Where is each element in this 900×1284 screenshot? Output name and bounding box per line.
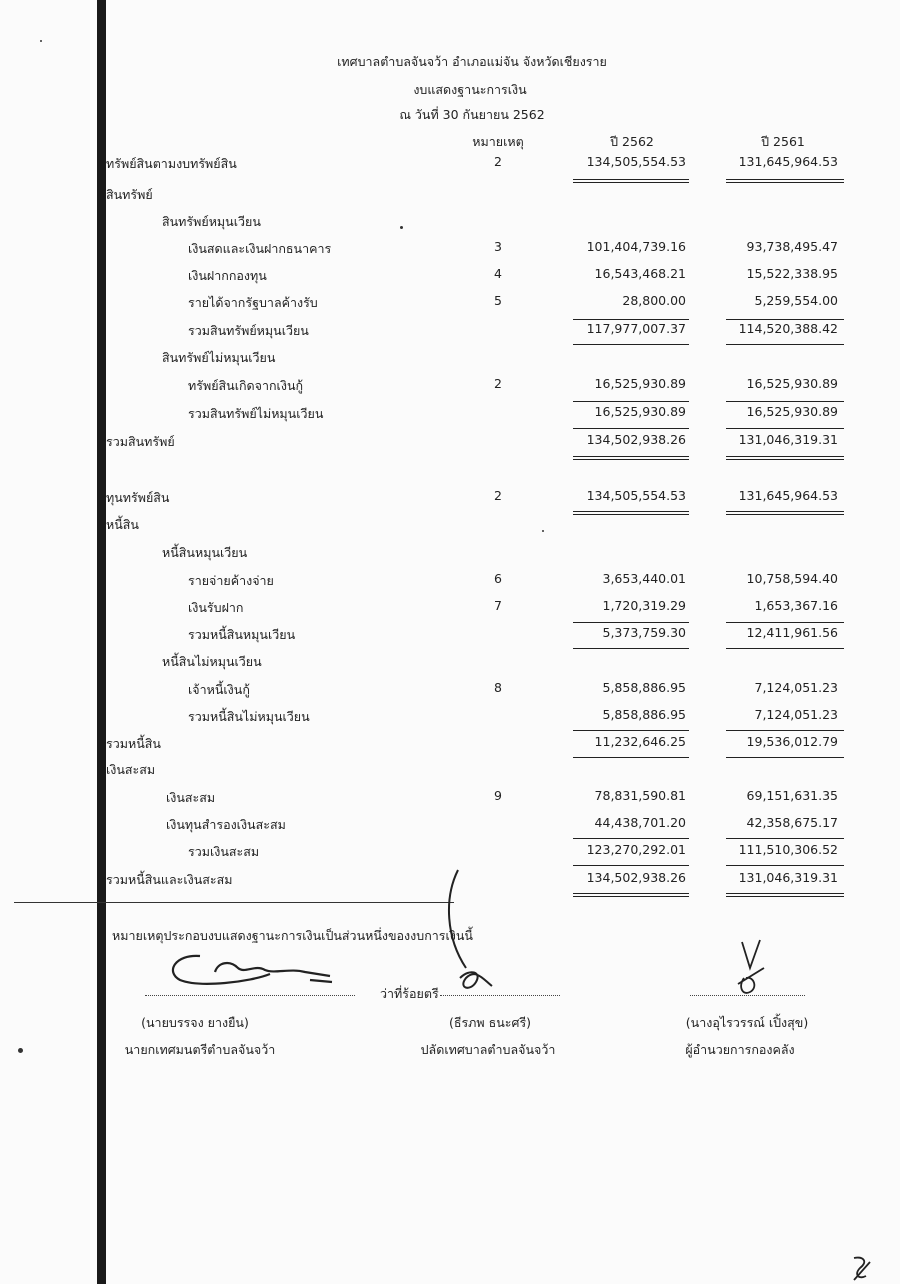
footer-note: หมายเหตุประกอบงบแสดงฐานะการเงินเป็นส่วนหนึ่งของงบการเงินนี้ xyxy=(112,928,473,943)
row-label: ทรัพย์สินตามงบทรัพย์สิน xyxy=(106,156,237,171)
row-label: เงินทุนสำรองเงินสะสม xyxy=(166,817,286,832)
row-note: 9 xyxy=(494,788,502,803)
rule xyxy=(573,182,689,183)
rule xyxy=(726,757,844,758)
rule xyxy=(726,838,844,839)
row-value-2561: 131,645,964.53 xyxy=(738,488,838,503)
rule xyxy=(726,428,844,429)
row-value-2561: 93,738,495.47 xyxy=(746,239,838,254)
rule xyxy=(726,514,844,515)
row-value-2562: 134,502,938.26 xyxy=(586,870,686,885)
row-value-2562: 16,543,468.21 xyxy=(594,266,686,281)
row-value-2561: 131,046,319.31 xyxy=(738,870,838,885)
scan-speck xyxy=(400,226,403,229)
rule xyxy=(573,179,689,180)
rule xyxy=(573,865,689,866)
row-value-2561: 12,411,961.56 xyxy=(746,625,838,640)
row-label: หนี้สินไม่หมุนเวียน xyxy=(162,654,262,669)
row-value-2561: 16,525,930.89 xyxy=(746,404,838,419)
rule xyxy=(573,622,689,623)
row-value-2561: 19,536,012.79 xyxy=(746,734,838,749)
column-header-2562: ปี 2562 xyxy=(610,134,654,149)
rule xyxy=(726,459,844,460)
row-value-2562: 1,720,319.29 xyxy=(602,598,686,613)
rule xyxy=(573,648,689,649)
column-header-2561: ปี 2561 xyxy=(761,134,805,149)
initials-mark xyxy=(848,1254,876,1282)
signature-line-1 xyxy=(145,995,355,996)
row-value-2562: 78,831,590.81 xyxy=(594,788,686,803)
rule xyxy=(726,511,844,512)
row-label: รวมหนี้สินไม่หมุนเวียน xyxy=(188,709,310,724)
column-header-note: หมายเหตุ xyxy=(472,134,524,149)
signatory-title-1: นายกเทศมนตรีตำบลจันจว้า xyxy=(124,1042,276,1057)
row-value-2562: 16,525,930.89 xyxy=(594,376,686,391)
row-value-2561: 131,645,964.53 xyxy=(738,154,838,169)
rule xyxy=(573,401,689,402)
row-note: 3 xyxy=(494,239,502,254)
row-note: 7 xyxy=(494,598,502,613)
row-value-2562: 5,373,759.30 xyxy=(602,625,686,640)
row-value-2562: 134,502,938.26 xyxy=(586,432,686,447)
row-value-2562: 11,232,646.25 xyxy=(594,734,686,749)
rule xyxy=(573,514,689,515)
row-value-2561: 1,653,367.16 xyxy=(754,598,838,613)
rule xyxy=(573,838,689,839)
row-label: รวมเงินสะสม xyxy=(188,844,260,859)
row-value-2562: 44,438,701.20 xyxy=(594,815,686,830)
rule xyxy=(726,893,844,894)
rule xyxy=(726,344,844,345)
row-note: 4 xyxy=(494,266,502,281)
signature-clerk xyxy=(436,868,506,998)
row-value-2561: 111,510,306.52 xyxy=(738,842,838,857)
row-label: รวมหนี้สินและเงินสะสม xyxy=(106,872,233,887)
signature-line-2 xyxy=(440,995,560,996)
rule xyxy=(573,757,689,758)
rule xyxy=(726,648,844,649)
row-label: สินทรัพย์ xyxy=(106,187,153,202)
rule xyxy=(726,182,844,183)
rule xyxy=(726,730,844,731)
row-label: หนี้สิน xyxy=(106,517,139,532)
rule xyxy=(573,511,689,512)
row-value-2561: 131,046,319.31 xyxy=(738,432,838,447)
row-value-2562: 101,404,739.16 xyxy=(586,239,686,254)
rule xyxy=(573,459,689,460)
row-note: 5 xyxy=(494,293,502,308)
row-label: ทรัพย์สินเกิดจากเงินกู้ xyxy=(188,378,304,393)
binding-strip xyxy=(97,0,106,1284)
row-value-2561: 10,758,594.40 xyxy=(746,571,838,586)
row-value-2561: 114,520,388.42 xyxy=(738,321,838,336)
row-value-2561: 15,522,338.95 xyxy=(746,266,838,281)
rule xyxy=(726,179,844,180)
row-label: หนี้สินหมุนเวียน xyxy=(162,545,248,560)
rule xyxy=(726,456,844,457)
signatory-title-2: ปลัดเทศบาลตำบลจันจว้า xyxy=(420,1042,556,1057)
signature-mayor xyxy=(160,942,340,992)
document-title: งบแสดงฐานะการเงิน xyxy=(413,82,527,97)
row-label: ทุนทรัพย์สิน xyxy=(106,490,170,505)
row-label: รวมสินทรัพย์ xyxy=(106,434,175,449)
row-value-2562: 3,653,440.01 xyxy=(602,571,686,586)
signatory-title-3: ผู้อำนวยการกองคลัง xyxy=(685,1042,795,1057)
rule xyxy=(573,456,689,457)
rule xyxy=(726,622,844,623)
row-value-2562: 123,270,292.01 xyxy=(586,842,686,857)
row-label: รายจ่ายค้างจ่าย xyxy=(188,573,274,588)
scan-speck xyxy=(40,40,42,42)
row-value-2561: 42,358,675.17 xyxy=(746,815,838,830)
row-value-2562: 134,505,554.53 xyxy=(586,488,686,503)
rule xyxy=(726,319,844,320)
signatory-name-1: (นายบรรจง ยางยืน) xyxy=(141,1015,249,1030)
row-value-2562: 5,858,886.95 xyxy=(602,707,686,722)
row-label: เจ้าหนี้เงินกู้ xyxy=(188,682,250,697)
row-note: 2 xyxy=(494,376,502,391)
row-label: รวมหนี้สินหมุนเวียน xyxy=(188,627,296,642)
row-note: 8 xyxy=(494,680,502,695)
row-value-2562: 117,977,007.37 xyxy=(586,321,686,336)
row-value-2561: 7,124,051.23 xyxy=(754,680,838,695)
row-label: เงินสะสม xyxy=(166,790,216,805)
row-label: สินทรัพย์ไม่หมุนเวียน xyxy=(162,350,276,365)
row-label: รายได้จากรัฐบาลค้างรับ xyxy=(188,295,318,310)
signature-line-3 xyxy=(690,995,805,996)
row-value-2562: 134,505,554.53 xyxy=(586,154,686,169)
row-label: รวมสินทรัพย์หมุนเวียน xyxy=(188,323,309,338)
rule xyxy=(573,319,689,320)
row-label: เงินฝากกองทุน xyxy=(188,268,267,283)
row-value-2561: 16,525,930.89 xyxy=(746,376,838,391)
separator-line xyxy=(14,902,454,903)
rule xyxy=(726,401,844,402)
rule xyxy=(726,896,844,897)
rule xyxy=(573,730,689,731)
rule xyxy=(573,893,689,894)
row-value-2562: 16,525,930.89 xyxy=(594,404,686,419)
rule xyxy=(573,896,689,897)
row-note: 2 xyxy=(494,154,502,169)
statement-date: ณ วันที่ 30 กันยายน 2562 xyxy=(399,107,545,122)
row-value-2561: 5,259,554.00 xyxy=(754,293,838,308)
org-name: เทศบาลตำบลจันจว้า อำเภอแม่จัน จังหวัดเชียงราย xyxy=(337,54,607,69)
rule xyxy=(573,344,689,345)
row-label: เงินสดและเงินฝากธนาคาร xyxy=(188,241,332,256)
signatory-name-3: (นางอุไรวรรณ์ เปิ้งสุข) xyxy=(685,1015,809,1030)
scan-speck xyxy=(542,530,544,532)
row-value-2562: 5,858,886.95 xyxy=(602,680,686,695)
row-note: 6 xyxy=(494,571,502,586)
row-value-2561: 69,151,631.35 xyxy=(746,788,838,803)
witness-prefix: ว่าที่ร้อยตรี xyxy=(380,986,439,1001)
row-label: เงินสะสม xyxy=(106,762,156,777)
row-value-2562: 28,800.00 xyxy=(622,293,686,308)
scan-speck xyxy=(18,1048,23,1053)
rule xyxy=(726,865,844,866)
row-label: รวมหนี้สิน xyxy=(106,736,161,751)
row-note: 2 xyxy=(494,488,502,503)
rule xyxy=(573,428,689,429)
signature-finance xyxy=(728,938,778,1000)
row-label: สินทรัพย์หมุนเวียน xyxy=(162,214,261,229)
row-label: เงินรับฝาก xyxy=(188,600,244,615)
signatory-name-2: (ธีรภพ ธนะศรี) xyxy=(448,1015,532,1030)
row-value-2561: 7,124,051.23 xyxy=(754,707,838,722)
row-label: รวมสินทรัพย์ไม่หมุนเวียน xyxy=(188,406,324,421)
